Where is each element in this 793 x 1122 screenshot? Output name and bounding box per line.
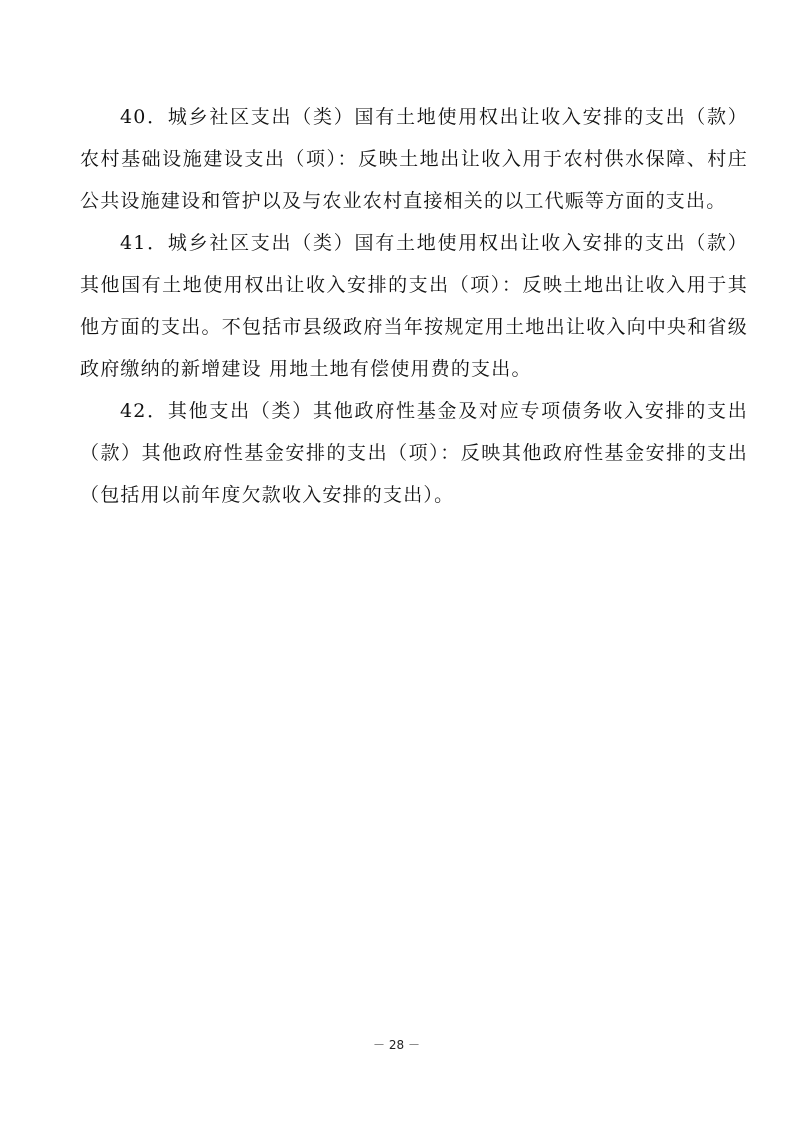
- document-body: [80, 96, 748, 516]
- paragraph-41: 41．城乡社区支出（类）国有土地使用权出让收入安排的支出（款）其他国有土地使用权出让收入安排的支出（项）：反映土地出让收入用于其他方面的支出。不包括市县级政府当年按规定用土地出让收入向中央和省级政府缴纳的新增建设 用地土地有偿使用费的支出。: [80, 232, 748, 380]
- paragraph-40: 40．城乡社区支出（类）国有土地使用权出让收入安排的支出（款）农村基础设施建设支出（项）：反映土地出让收入用于农村供水保障、村庄公共设施建设和管护以及与农业农村直接相关的以工代赈等方面的支出。: [80, 106, 748, 212]
- paragraph-42: 42．其他支出（类）其他政府性基金及对应专项债务收入安排的支出（款）其他政府性基金安排的支出（项）：反映其他政府性基金安排的支出（包括用以前年度欠款收入安排的支出）。: [80, 400, 748, 506]
- page-number: － 28 －: [373, 1038, 420, 1052]
